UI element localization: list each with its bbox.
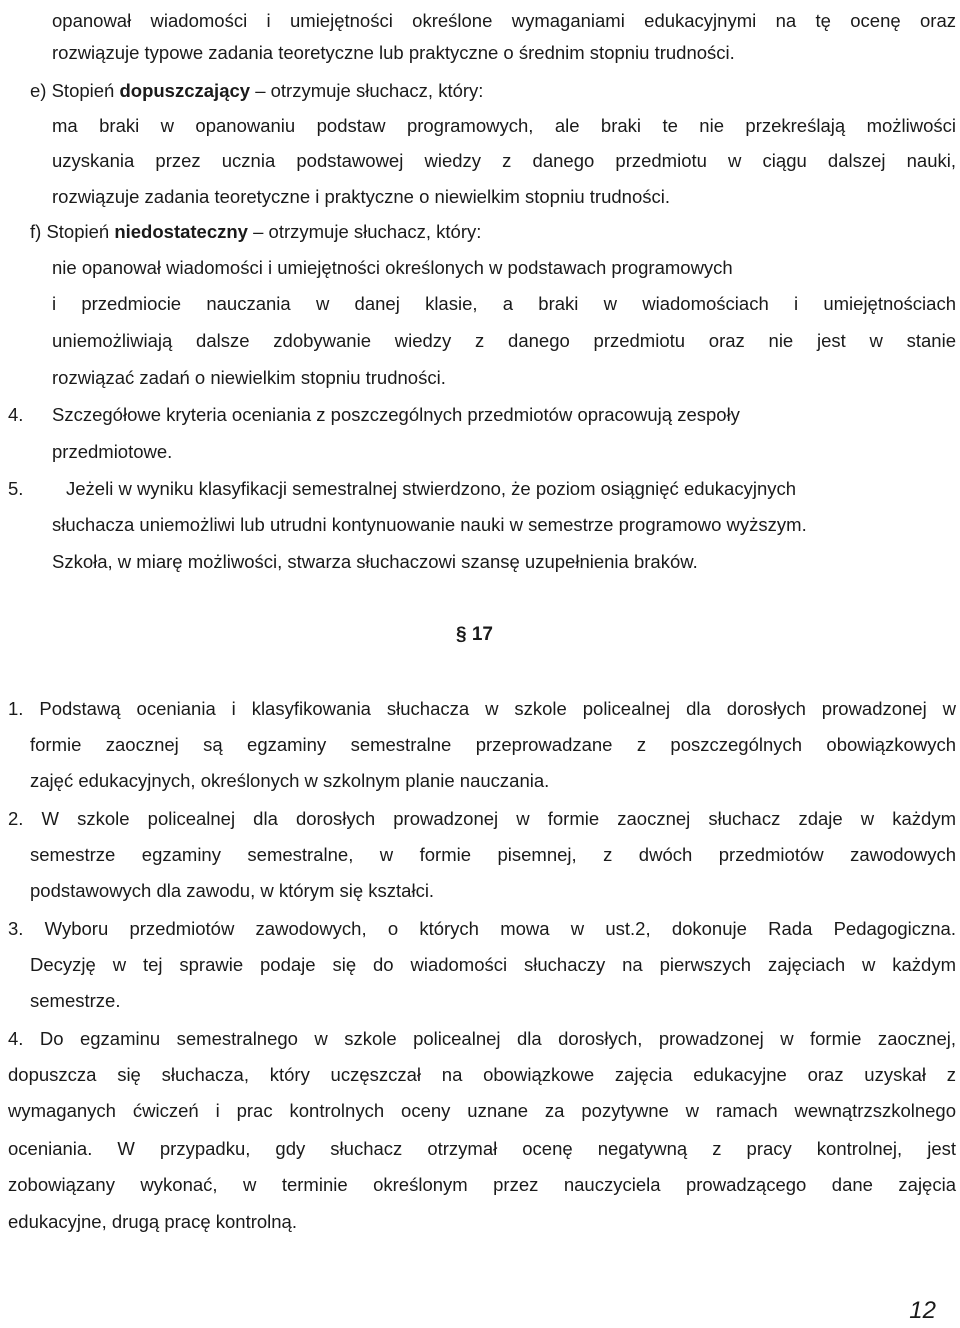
grade-prefix: f) Stopień [30, 221, 115, 242]
text-line: Decyzję w tej sprawie podaje się do wiadomości słuchaczy na pierwszych zajęciach w każdym [30, 954, 956, 975]
grade-e-heading [30, 80, 483, 102]
grade-f-heading [30, 221, 481, 243]
text-line: zobowiązany wykonać, w terminie określonym przez nauczyciela prowadzącego dane zajęcia [8, 1174, 956, 1195]
text-line: 3. Wyboru przedmiotów zawodowych, o których mowa w ust.2, dokonuje Rada Pedagogiczna. [8, 918, 956, 939]
grade-term: niedostateczny [114, 221, 248, 242]
text-line: dopuszcza się słuchacza, który uczęszczał na obowiązkowe zajęcia edukacyjne oraz uzyskał z [8, 1064, 956, 1085]
list-number: 5. [8, 478, 24, 499]
section-heading: § 17 [456, 624, 493, 645]
text-line: Szczegółowe kryteria oceniania z poszczególnych przedmiotów opracowują zespoły [52, 404, 740, 425]
text-line: formie zaocznej są egzaminy semestralne przeprowadzane z poszczególnych obowiązkowych [30, 734, 956, 755]
list-number: 4. [8, 404, 24, 425]
grade-prefix: e) Stopień [30, 80, 120, 101]
text-line: Szkoła, w miarę możliwości, stwarza słuchaczowi szansę uzupełnienia braków. [52, 551, 698, 572]
text-line: opanował wiadomości i umiejętności określone wymaganiami edukacyjnymi na tę ocenę oraz [52, 10, 956, 31]
grade-suffix: – otrzymuje słuchacz, który: [250, 80, 484, 101]
text-line: semestrze. [30, 990, 121, 1011]
text-line: uniemożliwiają dalsze zdobywanie wiedzy z danego przedmiotu oraz nie jest w stanie [52, 330, 956, 351]
text-line: edukacyjne, drugą pracę kontrolną. [8, 1211, 297, 1232]
grade-suffix: – otrzymuje słuchacz, który: [247, 221, 482, 242]
text-line: wymaganych ćwiczeń i prac kontrolnych oceny uznane za pozytywne w ramach wewnątrzszkolnego [8, 1100, 956, 1121]
text-line: słuchacza uniemożliwi lub utrudni kontynuowanie nauki w semestrze programowo wyższym. [52, 514, 807, 535]
grade-term: dopuszczający [119, 80, 251, 101]
page-number: 12 [909, 1297, 936, 1324]
text-line: ma braki w opanowaniu podstaw programowych, ale braki te nie przekreślają możliwości [52, 115, 956, 136]
text-line: 4. Do egzaminu semestralnego w szkole policealnej dla dorosłych, prowadzonej w formie zaocznej, [8, 1028, 956, 1049]
text-line: zajęć edukacyjnych, określonych w szkolnym planie nauczania. [30, 770, 550, 791]
text-line: i przedmiocie nauczania w danej klasie, a braki w wiadomościach i umiejętnościach [52, 293, 956, 314]
text-line: rozwiązać zadań o niewielkim stopniu trudności. [52, 367, 446, 388]
text-line: rozwiązuje zadania teoretyczne i praktyczne o niewielkim stopniu trudności. [52, 186, 670, 207]
text-line: 2. W szkole policealnej dla dorosłych prowadzonej w formie zaocznej słuchacz zdaje w każdym [8, 808, 956, 829]
text-line: Jeżeli w wyniku klasyfikacji semestralnej stwierdzono, że poziom osiągnięć edukacyjnych [66, 478, 797, 499]
text-line: 1. Podstawą oceniania i klasyfikowania słuchacza w szkole policealnej dla dorosłych prowadzonej w [8, 698, 956, 719]
text-line: przedmiotowe. [52, 441, 173, 462]
text-line: rozwiązuje typowe zadania teoretyczne lub praktyczne o średnim stopniu trudności. [52, 42, 735, 63]
text-line: podstawowych dla zawodu, w którym się kształci. [30, 880, 435, 901]
text-line: semestrze egzaminy semestralne, w formie pisemnej, z dwóch przedmiotów zawodowych [30, 844, 956, 865]
text-line: uzyskania przez ucznia podstawowej wiedzy z danego przedmiotu w ciągu dalszej nauki, [52, 150, 956, 171]
text-line: nie opanował wiadomości i umiejętności określonych w podstawach programowych [52, 257, 733, 278]
text-line: oceniania. W przypadku, gdy słuchacz otrzymał ocenę negatywną z pracy kontrolnej, jest [8, 1138, 956, 1159]
